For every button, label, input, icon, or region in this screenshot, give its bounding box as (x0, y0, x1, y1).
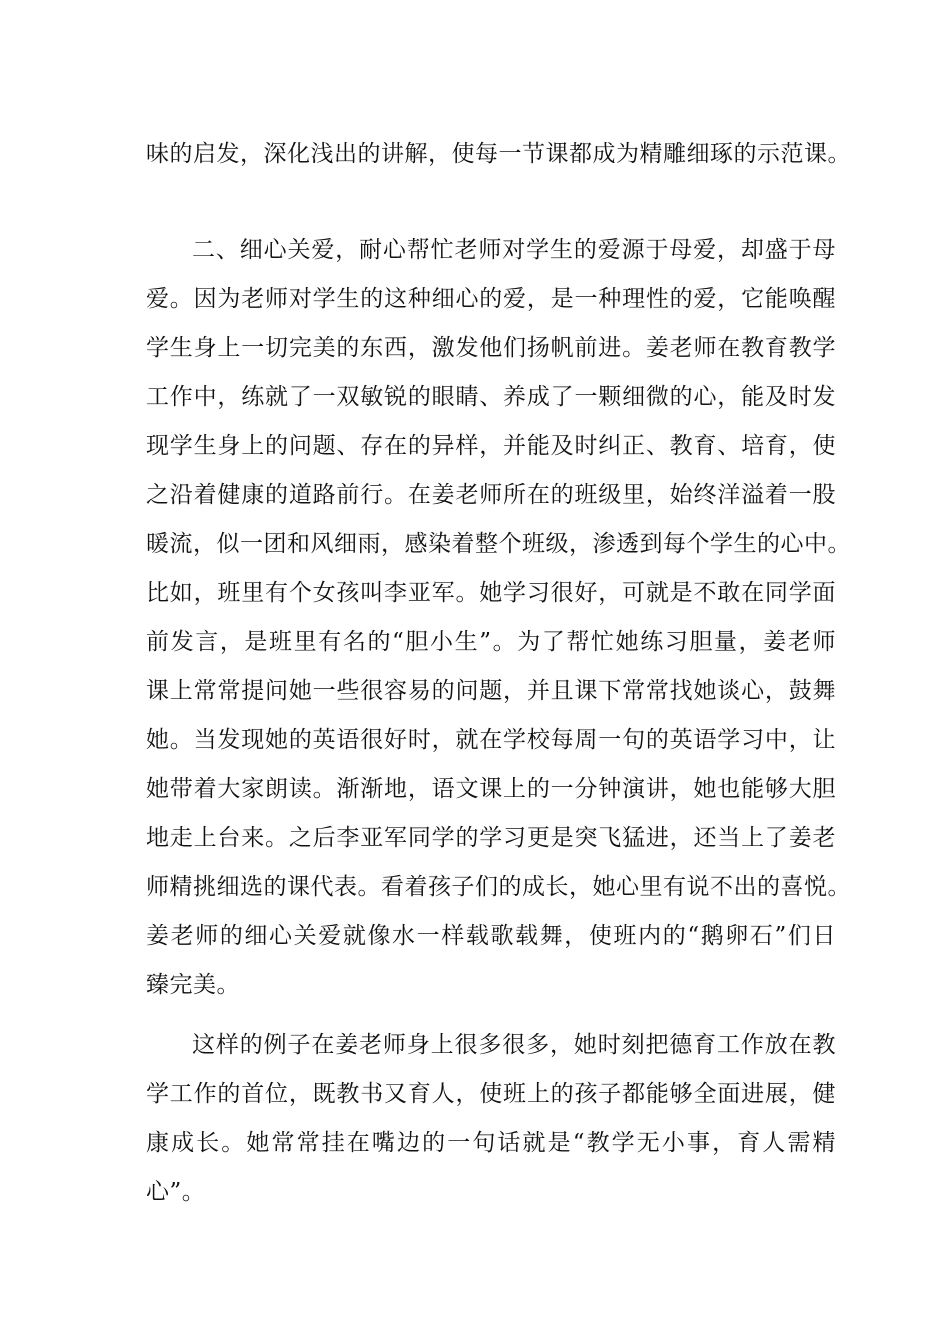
text-line: 地走上台来。之后李亚军同学的学习更是突飞猛进，还当上了姜老 (146, 825, 836, 851)
text-line: 现学生身上的问题、存在的异样，并能及时纠正、教育、培育，使 (146, 433, 836, 459)
text-line: 康成长。她常常挂在嘴边的一句话就是“教学无小事，育人需精 (146, 1130, 836, 1156)
text-line: 臻完美。 (146, 972, 240, 998)
text-line: 她。当发现她的英语很好时，就在学校每周一句的英语学习中，让 (146, 727, 836, 753)
text-line: 工作中，练就了一双敏锐的眼睛、养成了一颗细微的心，能及时发 (146, 384, 836, 410)
text-line: 味的启发，深化浅出的讲解，使每一节课都成为精雕细琢的示范课。 (146, 141, 851, 167)
text-line: 学工作的首位，既教书又育人，使班上的孩子都能够全面进展，健 (146, 1081, 836, 1107)
text-line: 师精挑细选的课代表。看着孩子们的成长，她心里有说不出的喜悦。 (146, 874, 851, 900)
text-line: 学生身上一切完美的东西，激发他们扬帆前进。姜老师在教育教学 (146, 335, 836, 361)
text-line: 暖流，似一团和风细雨，感染着整个班级，渗透到每个学生的心中。 (146, 531, 851, 557)
text-line: 姜老师的细心关爱就像水一样载歌载舞，使班内的“鹅卵石”们日 (146, 923, 836, 949)
text-line: 这样的例子在姜老师身上很多很多，她时刻把德育工作放在教 (192, 1032, 836, 1058)
text-line: 她带着大家朗读。渐渐地，语文课上的一分钟演讲，她也能够大胆 (146, 776, 836, 802)
text-line: 前发言，是班里有名的“胆小生”。为了帮忙她练习胆量，姜老师 (146, 629, 836, 655)
text-line: 心”。 (146, 1179, 206, 1205)
text-line: 比如，班里有个女孩叫李亚军。她学习很好，可就是不敢在同学面 (146, 580, 836, 606)
text-line: 二、细心关爱，耐心帮忙老师对学生的爱源于母爱，却盛于母 (192, 237, 836, 263)
text-line: 之沿着健康的道路前行。在姜老师所在的班级里，始终洋溢着一股 (146, 482, 836, 508)
text-line: 爱。因为老师对学生的这种细心的爱，是一种理性的爱，它能唤醒 (146, 286, 836, 312)
text-line: 课上常常提问她一些很容易的问题，并且课下常常找她谈心，鼓舞 (146, 678, 836, 704)
